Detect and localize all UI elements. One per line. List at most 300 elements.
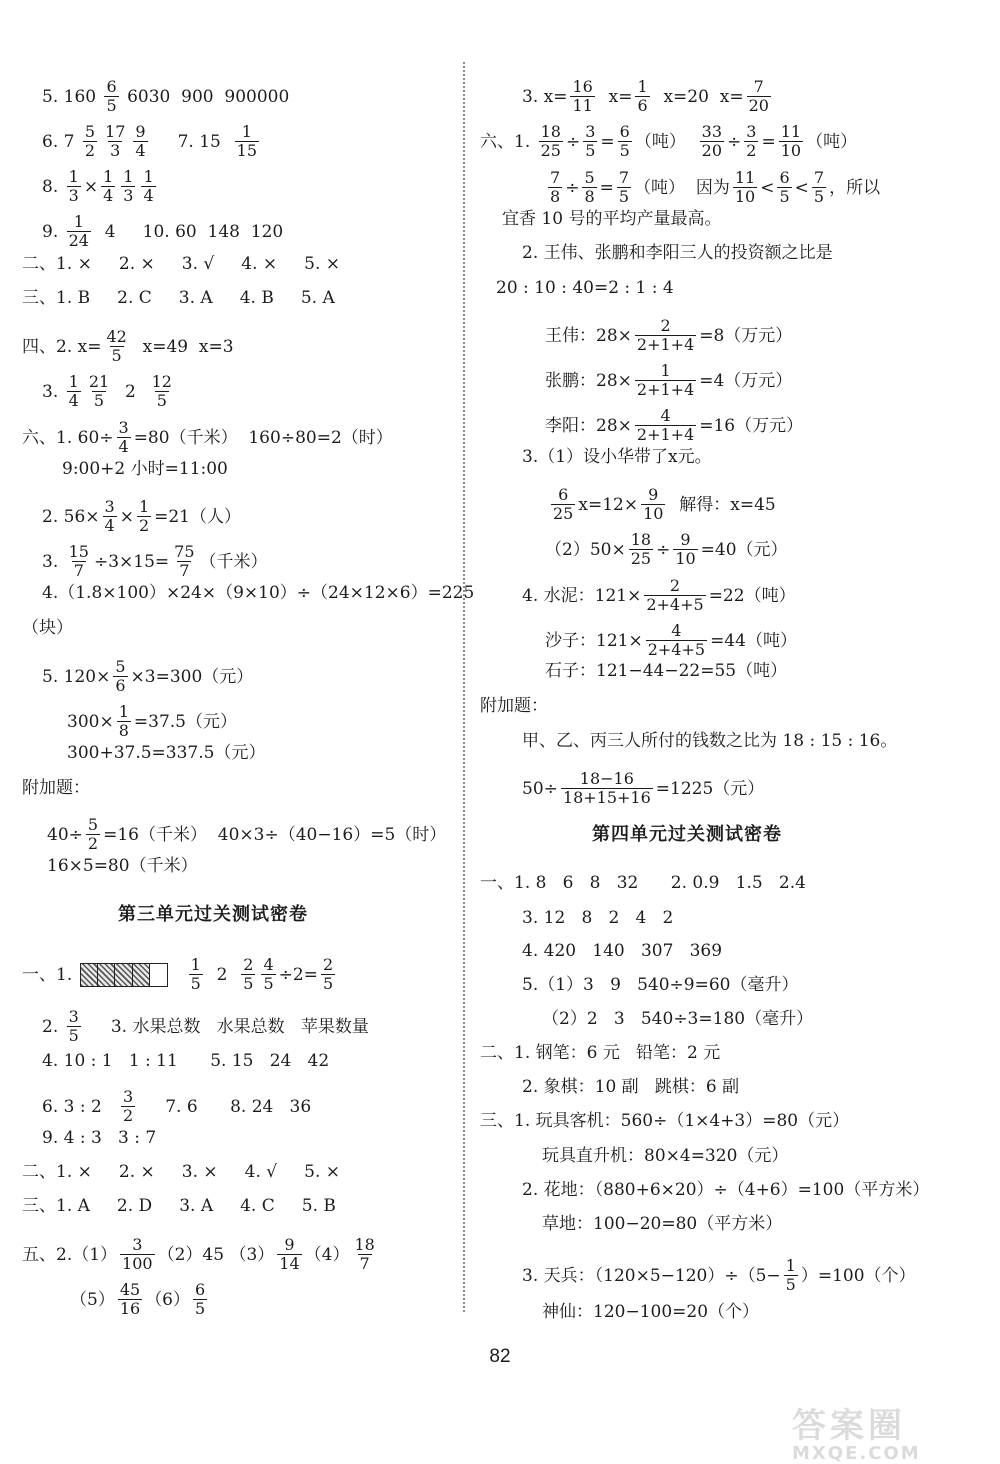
fraction-numerator: 45 [119,1280,141,1299]
fraction-denominator: 5 [585,141,596,160]
fraction [635,78,649,115]
fraction [67,213,91,250]
answer-text: 附加题： [22,778,90,798]
answer-line [42,373,177,410]
fraction [352,1236,376,1273]
answer-line [22,1236,380,1273]
fraction [779,123,803,160]
answer-line [22,1162,340,1182]
answer-text: 8. [42,176,64,197]
fraction-denominator: 7 [179,561,190,580]
answer-text: 4. 420 140 307 369 [522,941,723,961]
fraction [812,169,826,206]
answer-line [502,209,721,229]
fraction [261,956,275,993]
fraction-denominator: 5 [68,1026,79,1045]
fraction-denominator: 4 [68,391,79,410]
answer-line [22,1196,336,1216]
answer-text: 2 [205,964,239,985]
fraction [103,123,127,160]
answer-text: ÷3×15= [93,551,170,572]
answer-text: 二、1. × 2. × 3. √ 4. × 5. × [22,254,341,274]
answer-line [522,1180,929,1200]
answer-text: （5） [70,1289,115,1310]
answer-text: 草地：100−20=80（平方米） [542,1214,783,1234]
answer-text: 6. 3 : 2 [42,1096,119,1117]
answer-text: =4（万元） [699,370,793,391]
fraction-numerator: 3 [118,418,129,437]
fraction [548,169,562,206]
fraction [235,123,259,160]
answer-text: （2）2 3 540÷3=180（毫升） [542,1009,814,1029]
fraction-denominator: 5 [93,391,105,410]
fraction [103,498,117,535]
fraction-numerator: 2 [669,576,681,595]
fraction-numerator: 3 [132,1235,143,1254]
answer-text: 9:00+2 小时=11:00 [62,459,228,479]
answer-line [42,213,283,250]
answer-line [22,288,335,308]
answer-text: （6） [145,1289,191,1310]
fraction-numerator: 6 [619,122,630,141]
answer-line [22,254,340,274]
fraction-numerator: 17 [105,122,126,141]
answer-text: 50÷ [522,778,558,799]
fraction-denominator: 4 [135,141,146,160]
fraction-denominator: 7 [359,1254,370,1273]
fraction [673,531,697,568]
fraction [67,373,81,410]
fraction [141,168,155,205]
answer-text: ，所以 [829,177,881,198]
answer-line [47,856,198,876]
fraction-numerator: 1 [190,955,201,974]
fraction [113,658,127,695]
answer-line [22,778,90,798]
answer-text: （吨） 因为 [634,177,730,198]
answer-text: 二、1. 钢笔：6 元 铅笔：2 元 [480,1043,721,1063]
answer-text: 四、2. x= [22,336,102,357]
answer-text: ÷ [565,177,580,198]
fraction-numerator: 6 [779,168,790,187]
answer-line [62,459,228,479]
answer-line [542,1009,813,1029]
fraction-numerator: 3 [585,122,596,141]
answer-text: 5.（1）3 9 540÷9=60（毫升） [522,975,799,995]
fraction-numerator: 1 [68,167,79,186]
answer-text: 李阳：28× [545,415,632,436]
answer-text: 三、1. A 2. D 3. A 4. C 5. B [22,1196,336,1216]
answer-line [70,1281,210,1318]
answer-line [22,618,73,638]
fraction-numerator: 18 [630,530,652,549]
answer-text: 20 : 10 : 40=2 : 1 : 4 [496,278,674,298]
answer-line [42,78,289,115]
answer-line [67,703,237,740]
answer-text: 一、1. [22,964,78,985]
answer-line [522,975,798,995]
fraction-numerator: 12 [151,372,172,391]
fraction [321,956,335,993]
fraction-numerator: 7 [618,168,630,187]
fraction-numerator: 5 [87,815,99,834]
fraction-denominator: 5 [779,187,790,206]
fraction [539,123,563,160]
answer-text: 5. 120× [42,666,111,687]
answer-text: 4 10. 60 148 120 [93,221,284,242]
answer-text: 7. 6 8. 24 36 [138,1096,312,1117]
fraction-denominator: 10 [734,187,756,206]
fraction-numerator: 3 [123,1087,134,1106]
fraction-denominator: 20 [748,96,769,115]
fraction-denominator: 25 [630,549,652,568]
answer-text: × [119,506,134,527]
fraction [617,169,631,206]
answer-text: 附加题： [480,696,548,716]
answer-text: =80（千米） 160÷80=2（时） [133,427,393,448]
answer-text: ÷ [727,131,742,152]
fraction [646,622,707,659]
answer-text: 9. 4 : 3 3 : 7 [42,1128,157,1148]
fraction [777,169,791,206]
fraction [104,78,118,115]
answer-text: x= [597,86,633,107]
fraction-denominator: 4 [143,186,154,205]
fraction-denominator: 24 [68,231,89,250]
answer-text: 9. [42,221,64,242]
answer-line [42,543,268,580]
answer-line [522,577,796,614]
fraction-numerator: 15 [68,542,89,561]
fraction-denominator: 10 [780,141,802,160]
fraction-denominator: 20 [701,141,723,160]
fraction-denominator: 2 [87,834,99,853]
answer-text: 7. 15 [150,131,232,152]
answer-text: 2. 花地：（880+6×20）÷（4+6）=100（平方米） [522,1180,930,1200]
fraction [570,78,594,115]
answer-text: x=49 x=3 [131,336,234,357]
fraction-numerator: 5 [115,657,126,676]
watermark-line2: MXQE.COM [792,1443,921,1464]
answer-line [42,168,159,205]
answer-text: x=20 x= [652,86,744,107]
answer-text: （吨） [634,131,697,152]
fraction-numerator: 6 [558,485,569,504]
fraction-denominator: 25 [540,141,561,160]
fraction-denominator: 15 [236,141,258,160]
fraction [582,169,596,206]
fraction-numerator: 3 [68,1007,79,1026]
answer-text: 2. [42,1016,64,1037]
fraction-denominator: 3 [68,186,79,205]
watermark-logo [792,1398,982,1464]
answer-line [42,1128,156,1148]
answer-line [522,731,897,751]
answer-text: 40÷ [47,824,83,845]
fraction [277,1236,301,1273]
fraction-numerator: 1 [138,497,150,516]
fraction-numerator: 1 [68,372,79,391]
fraction-numerator: 3 [104,497,115,516]
answer-text: 六、1. 60÷ [22,427,114,448]
column-divider [463,62,465,1312]
answer-line [42,123,262,160]
fraction-numerator: 1 [118,702,129,721]
answer-text: =1225（元） [655,778,765,799]
fraction [120,1236,155,1273]
answer-text: 六、1. [480,131,536,152]
fraction-denominator: 18+15+16 [562,788,651,807]
fraction-denominator: 10 [675,549,696,568]
shaded-bar-icon [80,963,168,987]
watermark-line1: 答案圈 [792,1406,906,1446]
fraction [583,123,597,160]
answer-text: 4. 10 : 1 1 : 11 5. 15 24 42 [42,1051,330,1071]
fraction-denominator: 5 [106,96,117,115]
answer-line [542,1302,759,1322]
fraction [700,123,724,160]
fraction [618,123,632,160]
fraction-denominator: 4 [103,186,114,205]
fraction [118,1281,142,1318]
answer-line [522,908,673,928]
answer-line [22,419,393,456]
answer-text: x=12× [578,494,639,515]
answer-line [42,1088,311,1125]
answer-line [545,661,787,681]
fraction-numerator: 9 [680,530,691,549]
answer-text: 6030 900 900000 [121,86,290,107]
fraction-numerator: 33 [701,122,723,141]
fraction-denominator: 6 [115,676,126,695]
answer-text: 宜香 10 号的平均产量最高。 [502,209,722,229]
answer-text: （吨） [806,131,858,152]
fraction-denominator: 100 [122,1254,153,1273]
fraction-denominator: 10 [643,504,664,523]
answer-line [542,1146,788,1166]
answer-text: 2 [114,381,147,402]
fraction-numerator: 42 [106,327,127,346]
fraction [635,317,696,354]
fraction-numerator: 2 [660,316,671,335]
fraction-denominator: 4 [104,516,115,535]
answer-text: 五、2.（1） [22,1244,118,1265]
fraction [121,168,135,205]
answer-text: 4. 水泥：121× [522,585,642,606]
unit3-heading: 第三单元过关测试密卷 [118,904,308,925]
fraction-numerator: 75 [174,542,195,561]
answer-line [42,583,474,603]
answer-line [42,1008,369,1045]
page-number: 82 [489,1346,511,1367]
answer-text: =16（万元） [699,415,804,436]
answer-text: 解得：x=45 [668,494,776,515]
fraction-numerator: 2 [322,955,334,974]
fraction-numerator: 7 [753,77,764,96]
fraction [67,1008,81,1045]
fraction-numerator: 4 [263,955,274,974]
answer-text: 2. 象棋：10 副 跳棋：6 副 [522,1077,740,1097]
fraction-denominator: 4 [118,437,129,456]
answer-text: × [83,176,99,197]
fraction-numerator: 16 [572,77,593,96]
fraction-denominator: 2+1+4 [636,425,695,444]
fraction-numerator: 18 [540,122,561,141]
fraction [744,123,758,160]
answer-text: ）=100（个） [800,1265,916,1286]
answer-text: ÷ [656,539,671,560]
fraction-denominator: 7 [73,561,84,580]
answer-text: 玩具直升机：80×4=320（元） [542,1146,789,1166]
answer-text: 一、1. 8 6 8 32 2. 0.9 1.5 2.4 [480,873,806,893]
answer-text: 三、1. 玩具客机：560÷（1×4+3）=80（元） [480,1111,850,1131]
answer-line [47,816,446,853]
fraction [121,1088,135,1125]
answer-text: 王伟：28× [545,325,632,346]
answer-text: ÷2= [278,964,318,985]
answer-line [67,743,265,763]
fraction-denominator: 14 [279,1254,300,1273]
answer-line [480,1111,849,1131]
answer-line [522,447,712,467]
answer-text: =37.5（元） [133,711,237,732]
fraction-numerator: 21 [88,372,110,391]
fraction-numerator: 3 [746,122,757,141]
fraction-denominator: 2 [746,141,757,160]
answer-text: ÷ [565,131,581,152]
fraction [193,1281,207,1318]
answer-line [522,1257,916,1294]
fraction-denominator: 2 [84,141,96,160]
fraction-denominator: 5 [190,974,201,993]
answer-line [548,486,776,523]
fraction-denominator: 5 [195,1299,206,1318]
fraction-numerator: 4 [671,621,682,640]
answer-text: = [599,177,614,198]
answer-text: = [761,131,776,152]
fraction-numerator: 1 [241,122,252,141]
fraction-numerator: 2 [243,955,254,974]
fraction-denominator: 16 [119,1299,141,1318]
answer-text: = [600,131,615,152]
fraction [629,531,653,568]
answer-text: （千米） [199,551,268,572]
answer-text: 神仙：120−100=20（个） [542,1302,760,1322]
fraction [86,816,100,853]
fraction-numerator: 11 [734,168,756,187]
answer-line [42,658,253,695]
fraction-numerator: 1 [73,212,84,231]
answer-text: 16×5=80（千米） [47,856,198,876]
answer-text: 5. 160 [42,86,102,107]
answer-line [22,328,234,365]
answer-text: 3. 天兵：（120×5−120）÷（5− [522,1265,781,1286]
answer-text: 沙子：121× [545,630,643,651]
answer-text: 2. 王伟、张鹏和李阳三人的投资额之比是 [522,243,833,263]
fraction [635,407,696,444]
fraction [561,770,653,807]
answer-text: 3. 水果总数 水果总数 苹果数量 [83,1016,369,1037]
answer-line [480,1043,720,1063]
answer-line [42,498,241,535]
fraction-numerator: 18−16 [579,769,634,788]
fraction-denominator: 5 [618,187,630,206]
answer-line [480,873,806,893]
answer-line [22,956,338,993]
fraction-numerator: 1 [123,167,134,186]
fraction-denominator: 2+1+4 [636,335,695,354]
fraction [117,419,131,456]
fraction-denominator: 6 [637,96,648,115]
answer-text: < [794,177,809,198]
unit4-heading: 第四单元过关测试密卷 [592,824,782,845]
fraction-denominator: 2+1+4 [636,380,695,399]
answer-text: =22（吨） [708,585,796,606]
fraction-numerator: 1 [660,361,671,380]
fraction-numerator: 1 [143,167,154,186]
fraction [189,956,203,993]
fraction [104,328,128,365]
answer-text: 张鹏：28× [545,370,632,391]
answer-text: （2）45 （3） [157,1244,275,1265]
fraction [67,168,81,205]
fraction-numerator: 4 [660,406,671,425]
answer-line [42,1051,329,1071]
fraction [635,362,696,399]
fraction [551,486,575,523]
fraction-numerator: 11 [780,122,802,141]
answer-line [545,317,792,354]
answer-line [522,1077,739,1097]
answer-line [545,531,788,568]
answer-text: =44（吨） [710,630,797,651]
fraction-numerator: 5 [84,122,96,141]
answer-line [522,78,774,115]
answer-text: 3. [42,381,64,402]
answer-text: 甲、乙、丙三人所付的钱数之比为 18 : 15 : 16。 [522,731,898,751]
answer-line [545,622,797,659]
fraction [133,123,147,160]
answer-line [522,941,722,961]
answer-line [545,169,880,206]
answer-text: （4） [304,1244,350,1265]
answer-text: 三、1. B 2. C 3. A 4. B 5. A [22,288,335,308]
fraction [101,168,115,205]
answer-text: 二、1. × 2. × 3. × 4. √ 5. × [22,1162,341,1182]
fraction-numerator: 9 [135,122,146,141]
answer-text: ×3=300（元） [130,666,254,687]
fraction [241,956,255,993]
answer-line [542,1214,782,1234]
fraction [150,373,174,410]
fraction [784,1257,798,1294]
answer-text: =40（元） [700,539,788,560]
fraction-numerator: 1 [103,167,114,186]
fraction [117,703,131,740]
fraction-denominator: 2 [138,516,150,535]
answer-line [545,407,803,444]
answer-text: 3.（1）设小华带了x元。 [522,447,712,467]
answer-line [545,362,792,399]
fraction-denominator: 2+4+5 [646,595,704,614]
fraction-denominator: 5 [263,974,274,993]
fraction-numerator: 9 [648,485,659,504]
answer-line [480,696,548,716]
answer-text: 3. [42,551,64,572]
answer-line [496,278,674,298]
fraction-denominator: 5 [322,974,334,993]
fraction [747,78,771,115]
